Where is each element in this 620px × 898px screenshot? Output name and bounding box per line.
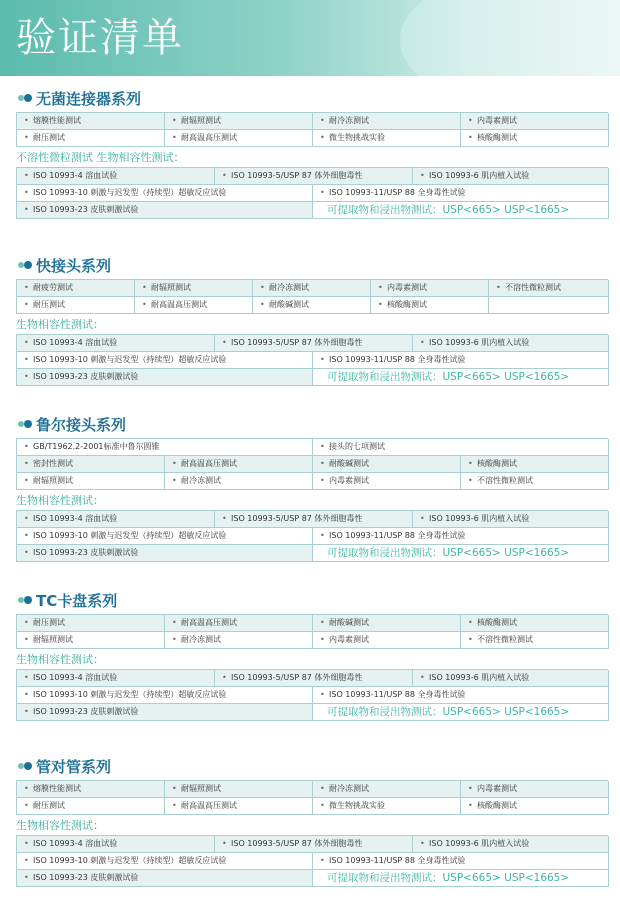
test-item: • 核酸酶测试 bbox=[371, 297, 489, 314]
bio-item: • ISO 10993-11/USP 88 全身毒性试验 bbox=[313, 185, 609, 202]
test-item: • 密封性测试 bbox=[17, 456, 165, 473]
section-tube-to-tube bbox=[16, 754, 608, 887]
test-item: • 耐冷冻测试 bbox=[313, 781, 461, 798]
bio-item: • ISO 10993-23 皮肤刺激试验 bbox=[17, 202, 313, 219]
test-item: • 不溶性微粒测试 bbox=[461, 473, 609, 490]
test-grid bbox=[16, 456, 608, 490]
test-item: • 耐辐照测试 bbox=[17, 632, 165, 649]
test-item: • 耐辐照测试 bbox=[17, 473, 165, 490]
bio-item: • ISO 10993-4 溶血试验 bbox=[17, 836, 215, 853]
section-subtitle: 不溶性微粒测试 生物相容性测试： bbox=[16, 151, 185, 164]
test-item: • 内毒素测试 bbox=[461, 113, 609, 130]
test-item: • 内毒素测试 bbox=[371, 280, 489, 297]
bio-item: • ISO 10993-5/USP 87 体外细胞毒性 bbox=[215, 836, 413, 853]
bio-item: • ISO 10993-23 皮肤刺激试验 bbox=[17, 704, 313, 721]
test-item: • 耐冷冻测试 bbox=[313, 113, 461, 130]
extractables-test: 可提取物和浸出物测试：USP<665> USP<1665> bbox=[313, 545, 609, 562]
test-item: • 核酸酶测试 bbox=[461, 130, 609, 147]
section-subtitle: 生物相容性测试： bbox=[16, 494, 104, 507]
bio-item: • ISO 10993-11/USP 88 全身毒性试验 bbox=[313, 687, 609, 704]
test-item: • 熔膜性能测试 bbox=[17, 781, 165, 798]
bullet-dots-icon bbox=[18, 94, 32, 102]
test-item: • 熔膜性能测试 bbox=[17, 113, 165, 130]
section-subtitle: 生物相容性测试： bbox=[16, 819, 104, 832]
bio-item: • ISO 10993-11/USP 88 全身毒性试验 bbox=[313, 853, 609, 870]
section-title: 无菌连接器系列 bbox=[16, 86, 608, 110]
bio-item: • ISO 10993-6 肌内植入试验 bbox=[413, 670, 609, 687]
section-sterile-connector bbox=[16, 86, 608, 219]
test-item: • 耐辐照测试 bbox=[135, 280, 253, 297]
section-title: 管对管系列 bbox=[16, 754, 608, 778]
page-header bbox=[0, 0, 620, 76]
bio-item: • ISO 10993-4 溶血试验 bbox=[17, 335, 215, 352]
bio-item: • ISO 10993-4 溶血试验 bbox=[17, 511, 215, 528]
test-item: • 耐辐照测试 bbox=[165, 781, 313, 798]
test-grid bbox=[16, 614, 608, 649]
bio-grid-row2 bbox=[16, 352, 608, 386]
standard-grid bbox=[16, 438, 608, 456]
test-item: • 耐冷冻测试 bbox=[165, 473, 313, 490]
test-item: • 耐压测试 bbox=[17, 297, 135, 314]
test-item: • 微生物挑战实验 bbox=[313, 130, 461, 147]
test-item: • GB/T1962.2-2001标准中鲁尔圆锥 bbox=[17, 439, 313, 456]
bio-item: • ISO 10993-4 溶血试验 bbox=[17, 168, 215, 185]
test-item: • 耐压测试 bbox=[17, 615, 165, 632]
test-item: • 耐高温高压测试 bbox=[165, 130, 313, 147]
extractables-test: 可提取物和浸出物测试：USP<665> USP<1665> bbox=[313, 704, 609, 721]
extractables-test: 可提取物和浸出物测试：USP<665> USP<1665> bbox=[313, 202, 609, 219]
test-item: • 耐高温高压测试 bbox=[135, 297, 253, 314]
bio-item: • ISO 10993-10 刺激与迟发型（持续型）超敏反应试验 bbox=[17, 185, 313, 202]
section-quick-connector bbox=[16, 253, 608, 386]
test-item: • 耐辐照测试 bbox=[165, 113, 313, 130]
bio-item: • ISO 10993-23 皮肤刺激试验 bbox=[17, 870, 313, 887]
bio-item: • ISO 10993-6 肌内植入试验 bbox=[413, 168, 609, 185]
bio-grid-row1 bbox=[16, 835, 608, 853]
bio-grid-row1 bbox=[16, 167, 608, 185]
section-title: TC卡盘系列 bbox=[16, 588, 608, 612]
test-item: • 核酸酶测试 bbox=[461, 615, 609, 632]
bio-item: • ISO 10993-10 刺激与迟发型（持续型）超敏反应试验 bbox=[17, 528, 313, 545]
test-item: • 耐酸碱测试 bbox=[253, 297, 371, 314]
section-subtitle: 生物相容性测试： bbox=[16, 318, 104, 331]
test-item: • 耐高温高压测试 bbox=[165, 456, 313, 473]
test-item: • 接头的七项测试 bbox=[313, 439, 609, 456]
bullet-dots-icon bbox=[18, 762, 32, 770]
test-item: • 不溶性微粒测试 bbox=[489, 280, 609, 297]
test-item: • 内毒素测试 bbox=[461, 781, 609, 798]
bullet-dots-icon bbox=[18, 261, 32, 269]
section-tc-clamp bbox=[16, 588, 608, 721]
test-item: • 不溶性微粒测试 bbox=[461, 632, 609, 649]
test-grid bbox=[16, 279, 608, 314]
bio-item: • ISO 10993-10 刺激与迟发型（持续型）超敏反应试验 bbox=[17, 687, 313, 704]
section-title: 快接头系列 bbox=[16, 253, 608, 277]
bio-grid-row1 bbox=[16, 334, 608, 352]
test-item: • 耐酸碱测试 bbox=[313, 456, 461, 473]
extractables-test: 可提取物和浸出物测试：USP<665> USP<1665> bbox=[313, 369, 609, 386]
bio-item: • ISO 10993-5/USP 87 体外细胞毒性 bbox=[215, 670, 413, 687]
bio-item: • ISO 10993-23 皮肤刺激试验 bbox=[17, 545, 313, 562]
bio-item: • ISO 10993-23 皮肤刺激试验 bbox=[17, 369, 313, 386]
section-luer-connector bbox=[16, 412, 608, 562]
bio-item: • ISO 10993-6 肌内植入试验 bbox=[413, 511, 609, 528]
test-item: • 耐高温高压测试 bbox=[165, 615, 313, 632]
header-decoration bbox=[400, 0, 620, 76]
page-title: 验证清单 bbox=[16, 15, 184, 61]
extractables-test: 可提取物和浸出物测试：USP<665> USP<1665> bbox=[313, 870, 609, 887]
bio-grid-row2 bbox=[16, 528, 608, 562]
test-item: • 耐压测试 bbox=[17, 130, 165, 147]
section-title: 鲁尔接头系列 bbox=[16, 412, 608, 436]
bio-grid-row1 bbox=[16, 510, 608, 528]
bio-grid-row2 bbox=[16, 687, 608, 721]
bio-item: • ISO 10993-6 肌内植入试验 bbox=[413, 335, 609, 352]
empty-cell bbox=[489, 297, 609, 314]
test-item: • 耐高温高压测试 bbox=[165, 798, 313, 815]
bio-item: • ISO 10993-11/USP 88 全身毒性试验 bbox=[313, 352, 609, 369]
bio-item: • ISO 10993-10 刺激与迟发型（持续型）超敏反应试验 bbox=[17, 853, 313, 870]
bullet-dots-icon bbox=[18, 420, 32, 428]
test-item: • 耐冷冻测试 bbox=[253, 280, 371, 297]
bio-grid-row2 bbox=[16, 853, 608, 887]
bio-item: • ISO 10993-4 溶血试验 bbox=[17, 670, 215, 687]
bio-item: • ISO 10993-11/USP 88 全身毒性试验 bbox=[313, 528, 609, 545]
test-item: • 耐压测试 bbox=[17, 798, 165, 815]
test-item: • 耐冷冻测试 bbox=[165, 632, 313, 649]
bio-item: • ISO 10993-5/USP 87 体外细胞毒性 bbox=[215, 511, 413, 528]
test-item: • 核酸酶测试 bbox=[461, 456, 609, 473]
bio-item: • ISO 10993-10 刺激与迟发型（持续型）超敏反应试验 bbox=[17, 352, 313, 369]
test-item: • 微生物挑战实验 bbox=[313, 798, 461, 815]
bio-grid-row1 bbox=[16, 669, 608, 687]
test-grid bbox=[16, 780, 608, 815]
section-subtitle: 生物相容性测试： bbox=[16, 653, 104, 666]
bio-item: • ISO 10993-6 肌内植入试验 bbox=[413, 836, 609, 853]
bullet-dots-icon bbox=[18, 596, 32, 604]
test-item: • 核酸酶测试 bbox=[461, 798, 609, 815]
test-item: • 耐酸碱测试 bbox=[313, 615, 461, 632]
test-item: • 内毒素测试 bbox=[313, 473, 461, 490]
test-grid bbox=[16, 112, 608, 147]
bio-item: • ISO 10993-5/USP 87 体外细胞毒性 bbox=[215, 168, 413, 185]
bio-item: • ISO 10993-5/USP 87 体外细胞毒性 bbox=[215, 335, 413, 352]
test-item: • 耐疲劳测试 bbox=[17, 280, 135, 297]
test-item: • 内毒素测试 bbox=[313, 632, 461, 649]
bio-grid-row2 bbox=[16, 185, 608, 219]
